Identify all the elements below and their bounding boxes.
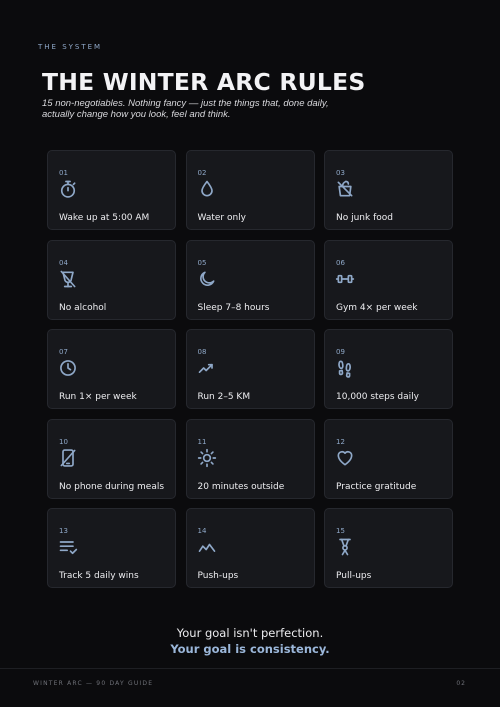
rule-number: 04 xyxy=(59,258,68,267)
rule-card xyxy=(47,419,176,499)
heart-icon xyxy=(335,448,355,468)
rule-label: Gym 4× per week xyxy=(336,302,418,313)
rule-label: Wake up at 5:00 AM xyxy=(59,213,150,223)
rule-number: 12 xyxy=(336,437,345,446)
rule-label: 20 minutes outside xyxy=(197,481,285,492)
rule-number: 14 xyxy=(197,527,207,535)
rule-label: 10,000 steps daily xyxy=(336,392,419,402)
rule-card xyxy=(186,150,315,230)
rule-card xyxy=(47,150,176,230)
rule-card xyxy=(47,329,176,409)
pull-up-icon xyxy=(335,537,355,557)
closing-line-2: Your goal is consistency. xyxy=(170,642,330,656)
closing-statement xyxy=(0,625,500,657)
rule-label: No phone during meals xyxy=(59,481,165,492)
rule-number: 05 xyxy=(197,258,207,267)
rule-number: 11 xyxy=(197,437,207,446)
rule-number: 02 xyxy=(197,169,207,177)
no-phone-icon xyxy=(58,448,78,468)
rule-card xyxy=(324,508,453,588)
page-title: THE WINTER ARC RULES xyxy=(42,68,366,96)
clock-icon xyxy=(58,358,78,378)
rule-label: Sleep 7–8 hours xyxy=(197,302,270,313)
water-drop-icon xyxy=(197,179,217,199)
rule-card xyxy=(186,240,315,320)
rule-number: 13 xyxy=(59,527,68,535)
rule-card xyxy=(324,240,453,320)
rule-label: Track 5 daily wins xyxy=(59,571,139,581)
closing-line-1: Your goal isn't perfection. xyxy=(176,626,324,640)
rule-card xyxy=(186,419,315,499)
footprints-icon xyxy=(335,358,355,378)
moon-icon xyxy=(197,269,217,289)
rule-label: Pull-ups xyxy=(336,571,372,581)
footer-title: WINTER ARC — 90 DAY GUIDE xyxy=(33,680,154,687)
rule-card xyxy=(186,508,315,588)
footer-divider xyxy=(0,668,500,669)
rule-label: Practice gratitude xyxy=(336,481,417,492)
rule-number: 15 xyxy=(336,527,345,535)
rule-label: Run 2–5 KM xyxy=(197,392,251,402)
rule-card xyxy=(324,419,453,499)
rule-label: Water only xyxy=(197,213,247,223)
rules-grid xyxy=(47,150,453,588)
no-food-icon xyxy=(335,179,355,199)
stopwatch-icon xyxy=(58,179,78,199)
push-up-icon xyxy=(197,537,217,557)
rule-label: No junk food xyxy=(336,213,393,223)
rule-card xyxy=(47,240,176,320)
rule-number: 09 xyxy=(336,348,345,356)
rule-label: Run 1× per week xyxy=(59,392,137,402)
page-subtitle: 15 non-negotiables. Nothing fancy — just the things that, done daily, actually change how you look, feel and think. xyxy=(42,98,329,120)
trending-up-icon xyxy=(197,358,217,378)
dumbbell-icon xyxy=(335,269,355,289)
rule-number: 03 xyxy=(336,169,345,177)
rule-number: 01 xyxy=(59,169,68,177)
rule-card xyxy=(186,329,315,409)
rule-card xyxy=(324,329,453,409)
rule-number: 10 xyxy=(59,437,68,446)
page-number: 02 xyxy=(456,680,466,687)
rule-card xyxy=(47,508,176,588)
rule-number: 06 xyxy=(336,258,345,267)
checklist-icon xyxy=(58,537,78,557)
rule-number: 08 xyxy=(197,348,207,356)
rule-number: 07 xyxy=(59,348,68,356)
no-alcohol-icon xyxy=(58,269,78,289)
rule-card xyxy=(324,150,453,230)
rule-label: No alcohol xyxy=(59,302,107,313)
kicker: THE SYSTEM xyxy=(38,43,103,51)
rule-label: Push-ups xyxy=(197,571,239,581)
sun-icon xyxy=(197,448,217,468)
